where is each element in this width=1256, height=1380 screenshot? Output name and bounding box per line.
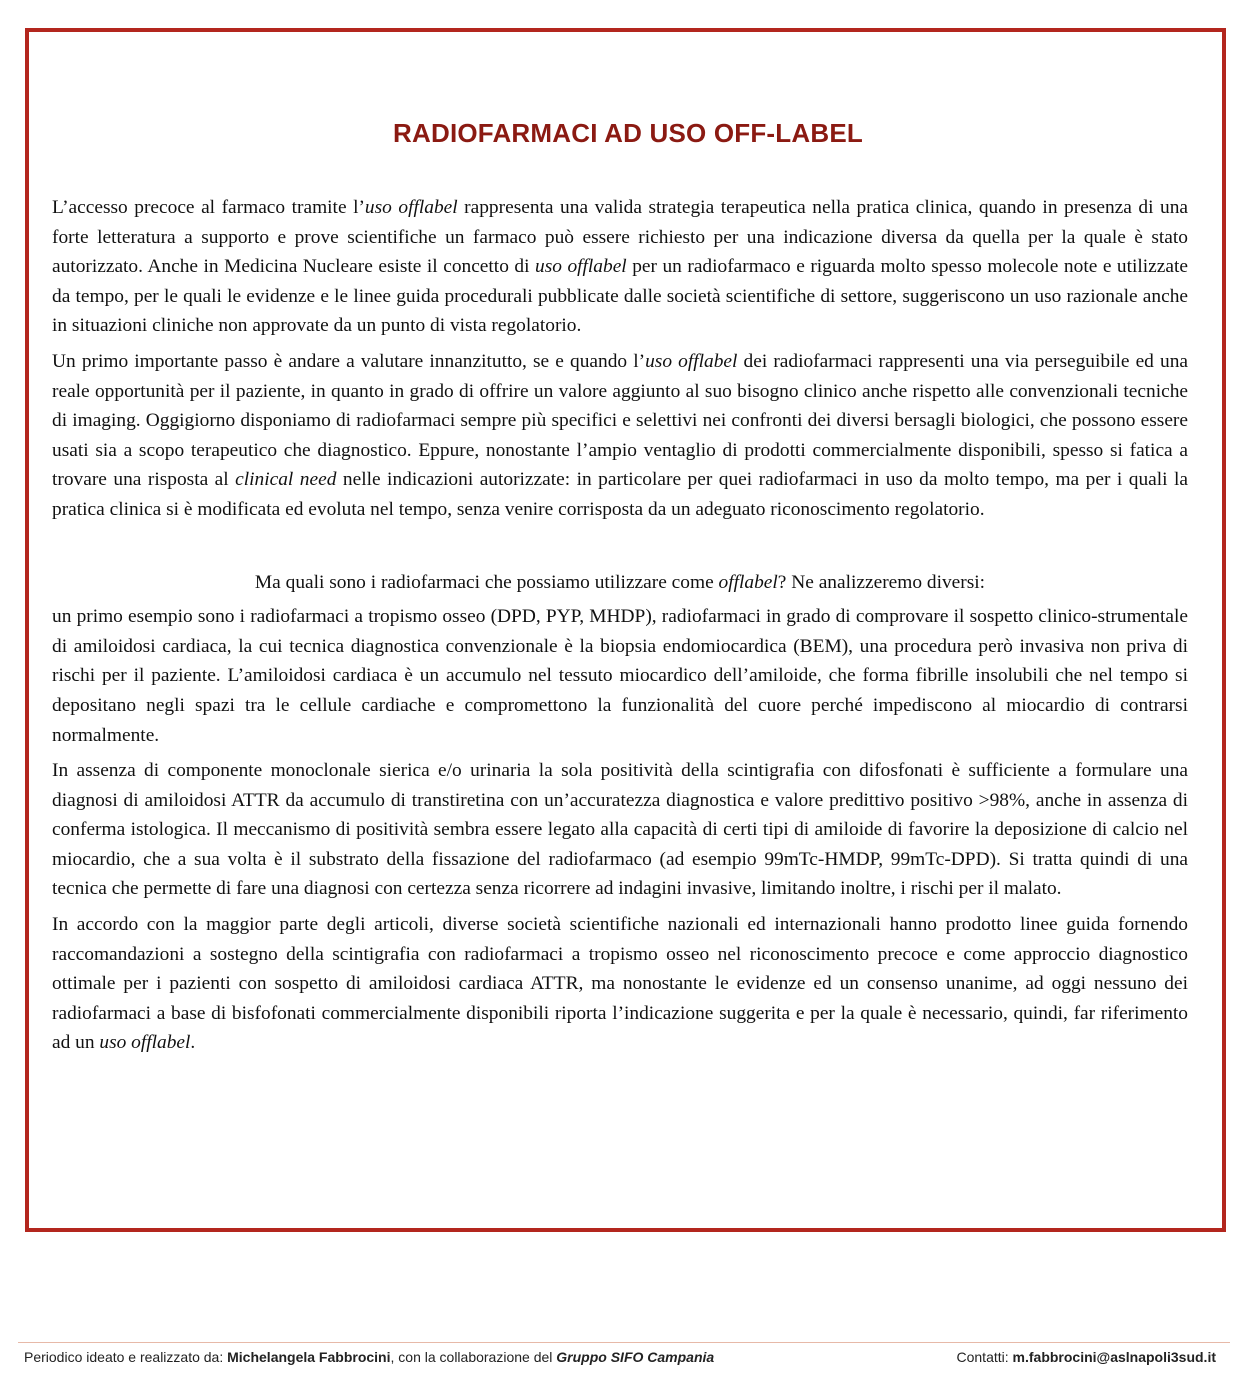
footer-author: Michelangela Fabbrocini xyxy=(227,1349,391,1365)
paragraph-intro: L’accesso precoce al farmaco tramite l’uso offlabel rappresenta una valida strategia terapeutica nella pratica clinica, quando in presenza di una forte letteratura a supporto e prove scientifiche un farmaco può essere richiesto per una indicazione diversa da quella per la quale è stato autorizzato. Anche in Medicina Nucleare esiste il concetto di uso offlabel per un radiofarmaco e riguarda molto spesso molecole note e utilizzate da tempo, per le quali le evidenze e le linee guida procedurali pubblicate dalle società scientifiche di settore, suggeriscono un uso razionale anche in situazioni cliniche non approvate da un punto di vista regolatorio. xyxy=(52,197,1189,337)
page-title: RADIOFARMACI AD USO OFF-LABEL xyxy=(393,118,863,148)
paragraph-guidelines: In accordo con la maggior parte degli articoli, diverse società scientifiche nazionali ed internazionali hanno prodotto linee guida fornendo raccomandazioni a sostegno della scintigrafia con radiofarmaci a tropismo osseo nel riconoscimento precoce e come approccio diagnostico ottimale per i pazienti con sospetto di amiloidosi cardiaca ATTR, ma nonostante le evidenze ed un consenso unanime, ad oggi nessuno dei radiofarmaci a base di bisfofonati commercialmente disponibili riporta l’indicazione suggerita e per la quale è necessario, quindi, far riferimento ad un uso offlabel. xyxy=(52,914,1188,1054)
paragraph-first-step: Un primo importante passo è andare a valutare innanzitutto, se e quando l’uso offlabel dei radiofarmaci rappresenti una via perseguibile ed una reale opportunità per il paziente, in quanto in grado di offrire un valore aggiunto al suo bisogno clinico anche rispetto alle convenzionali tecniche di imaging. Oggigiorno disponiamo di radiofarmaci sempre più specifici e selettivi nei confronti dei diversi bersagli biologici, che possono essere usati sia a scopo terapeutico che diagnostico. Eppure, nonostante l’ampio ventaglio di prodotti commercialmente disponibili, spesso si fatica a trovare una risposta al clinical need nelle indicazioni autorizzate: in particolare per quei radiofarmaci in uso da molto tempo, ma per i quali la pratica clinica si è modificata ed evoluta nel tempo, senza venire corrisposta da un adeguato riconoscimento regolatorio. xyxy=(52,350,1189,520)
article-body xyxy=(52,193,1188,1064)
footer-divider xyxy=(18,1342,1230,1343)
question-heading: Ma quali sono i radiofarmaci che possiamo utilizzare come offlabel? Ne analizzeremo diversi: xyxy=(254,571,986,593)
paragraph-bone-tracers: un primo esempio sono i radiofarmaci a tropismo osseo (DPD, PYP, MHDP), radiofarmaci in grado di comprovare il sospetto clinico-strumentale di amiloidosi cardiaca, la cui tecnica diagnostica convenzionale è la biopsia endomiocardica (BEM), una procedura però invasiva non priva di rischi per il paziente. L’amiloidosi cardiaca è un accumulo nel tessuto miocardico dell’amiloide, che forma fibrille insolubili che nel tempo si depositano negli spazi tra le cellule cardiache e compromettono la funzionalità del cuore perché impediscono al miocardio di contrarsi normalmente. xyxy=(52,606,1188,746)
footer-email-link[interactable]: m.fabbrocini@aslnapoli3sud.it xyxy=(1012,1349,1216,1365)
paragraph-diagnosis: In assenza di componente monoclonale sierica e/o urinaria la sola positività della scintigrafia con difosfonati è sufficiente a formulare una diagnosi di amiloidosi ATTR da accumulo di transtiretina con un’accuratezza diagnostica e valore predittivo positivo >98%, anche in assenza di conferma istologica. Il meccanismo di positività sembra essere legato alla capacità di certi tipi di amiloide di favorire la deposizione di calcio nel miocardio, che a sua volta è il substrato della fissazione del radiofarmaco (ad esempio 99mTc-HMDP, 99mTc-DPD). Si tratta quindi di una tecnica che permette di fare una diagnosi con certezza senza ricorrere ad indagini invasive, limitando inoltre, i rischi per il malato. xyxy=(52,760,1188,900)
footer-contacts: Contatti: m.fabbrocini@aslnapoli3sud.it xyxy=(956,1349,1216,1365)
footer-group: Gruppo SIFO Campania xyxy=(556,1349,715,1365)
footer-credits: Periodico ideato e realizzato da: Michelangela Fabbrocini, con la collaborazione del Gruppo SIFO Campania xyxy=(24,1349,715,1365)
